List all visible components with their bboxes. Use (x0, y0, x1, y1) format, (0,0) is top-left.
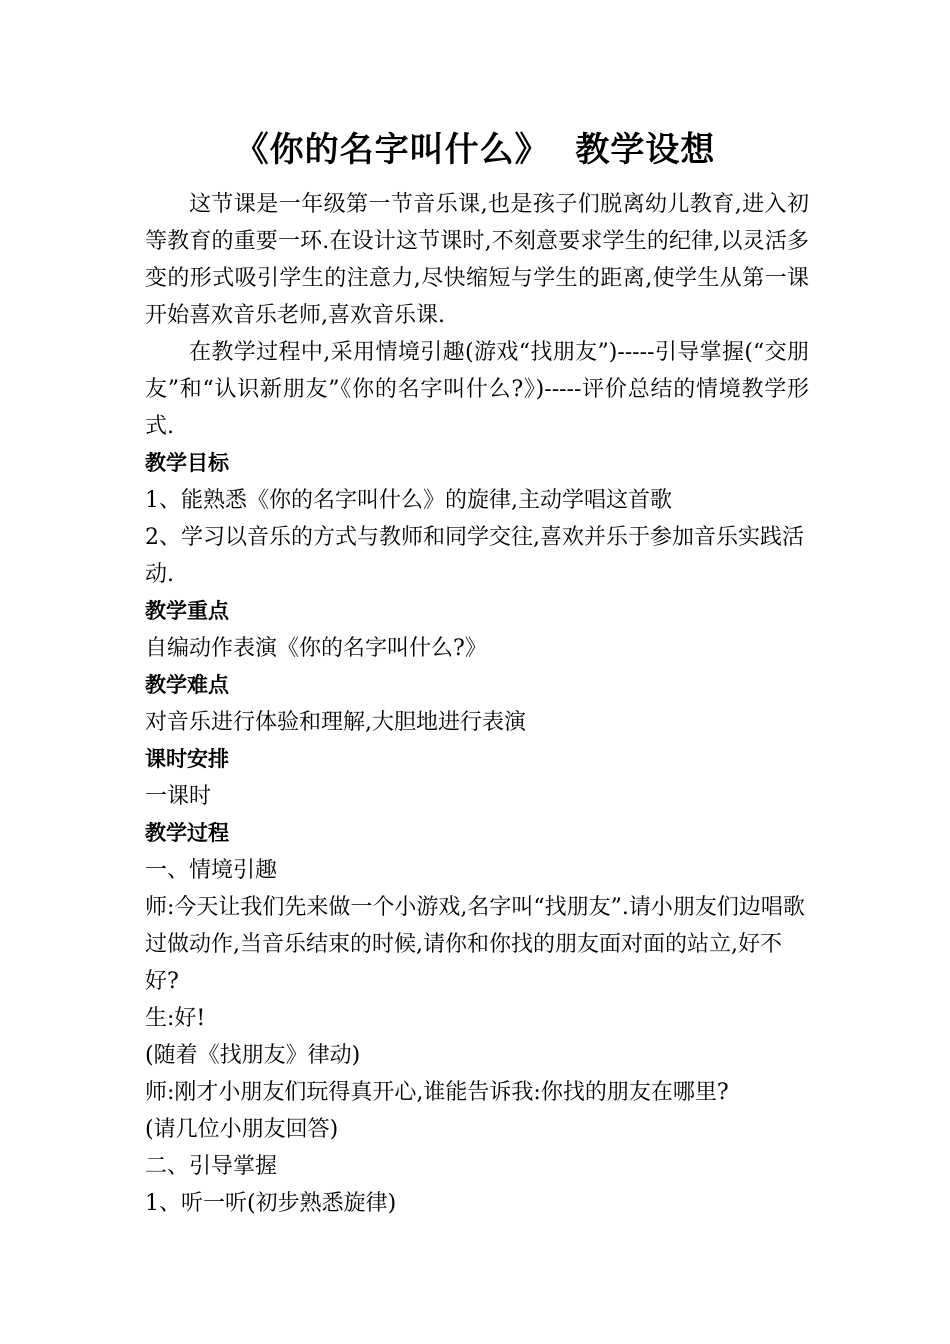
key-point-text: 自编动作表演《你的名字叫什么?》 (145, 636, 487, 661)
teacher-line-2: 师:刚才小朋友们玩得真开心,谁能告诉我:你找的朋友在哪里? (145, 1080, 729, 1105)
difficulty-text: 对音乐进行体验和理解,大胆地进行表演 (145, 710, 526, 735)
intro-paragraph-1: 这节课是一年级第一节音乐课,也是孩子们脱离幼儿教育,进入初等教育的重要一环.在设计这节课时,不刻意要求学生的纪律,以灵活多变的形式吸引学生的注意力,尽快缩短与学生的距离,使学生从第一课开始喜欢音乐老师,喜欢音乐课. (145, 192, 809, 328)
page-title: 《你的名字叫什么》 教学设想 (234, 130, 716, 170)
teacher-line-1: 师:今天让我们先来做一个小游戏,名字叫“找朋友”.请小朋友们边唱歌过做动作,当音乐结束的时候,请你和你找的朋友面对面的站立,好不好? (145, 895, 805, 994)
goals-heading: 教学目标 (145, 451, 229, 475)
goal-item-2: 2、学习以音乐的方式与教师和同学交往,喜欢并乐于参加音乐实践活动. (145, 525, 804, 587)
key-point-heading: 教学重点 (145, 599, 229, 623)
difficulty-heading: 教学难点 (145, 673, 229, 697)
intro-paragraph-2: 在教学过程中,采用情境引趣(游戏“找朋友”)-----引导掌握(“交朋友”和“认识新朋友”《你的名字叫什么?》)-----评价总结的情境教学形式. (145, 340, 809, 439)
schedule-heading: 课时安排 (145, 747, 229, 771)
process-heading: 教学过程 (145, 821, 229, 845)
process-section-1: 一、情境引趣 (145, 858, 278, 883)
stage-note-1: (随着《找朋友》律动) (145, 1043, 361, 1068)
schedule-text: 一课时 (145, 784, 212, 809)
process-section-2: 二、引导掌握 (145, 1154, 278, 1179)
document-body (145, 186, 809, 1222)
student-line-1: 生:好! (145, 1006, 206, 1031)
process-step-1: 1、听一听(初步熟悉旋律) (145, 1191, 397, 1216)
goal-item-1: 1、能熟悉《你的名字叫什么》的旋律,主动学唱这首歌 (145, 488, 672, 513)
stage-note-2: (请几位小朋友回答) (145, 1117, 339, 1142)
